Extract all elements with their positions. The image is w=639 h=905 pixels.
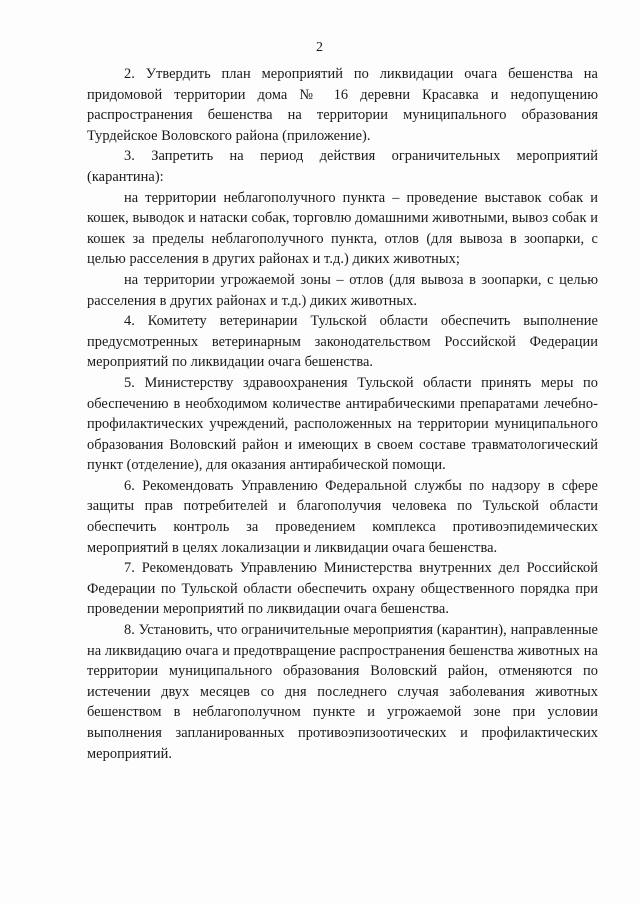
paragraph-2-plan-approval: 2. Утвердить план мероприятий по ликвидации очага бешенства на придомовой территории дома № 16 деревни Красавка и недопущению распространения бешенства на территории муниципального образования Турдейское Воловского района (приложение).	[87, 66, 598, 144]
paragraph-6-consumer-protection: 6. Рекомендовать Управлению Федеральной службы по надзору в сфере защиты прав потребителей и благополучия человека по Тульской области обеспечить контроль за проведением комплекса противоэпидемических мероприятий в целях локализации и ликвидации очага бешенства.	[87, 477, 598, 556]
paragraph-3-threatened-zone: на территории угрожаемой зоны – отлов (для вывоза в зоопарки, с целью расселения в других районах и т.д.) диких животных.	[87, 271, 598, 309]
document-body	[87, 64, 598, 764]
page-number: 2	[316, 40, 323, 55]
paragraph-3-unfavorable-point: на территории неблагополучного пункта – проведение выставок собак и кошек, выводок и натаски собак, торговлю домашними животными, вывоз собак и кошек за пределы неблагополучного пункта, отлов (для вывоза в зоопарки, с целью расселения в других районах и т.д.) диких животных;	[87, 189, 598, 268]
paragraph-3-quarantine-ban: 3. Запретить на период действия ограничительных мероприятий (карантина):	[87, 148, 598, 185]
paragraph-5-health-ministry: 5. Министерству здравоохранения Тульской области принять меры по обеспечению в необходимом количестве антирабическими препаратами лечебно-профилактических учреждений, расположенных на территории муниципального образования Воловский район и имеющих в своем составе травматологический пункт (отделение), для оказания антирабической помощи.	[87, 374, 598, 474]
paragraph-8-quarantine-cancellation: 8. Установить, что ограничительные мероприятия (карантин), направленные на ликвидацию очага и предотвращение распространения бешенства животных на территории муниципального образования Воловский район, отменяются по истечении двух месяцев со дня последнего случая заболевания животных бешенством в неблагополучном пункте и угрожаемой зоне при условии выполнения запланированных противоэпизоотических и профилактических мероприятий.	[87, 622, 598, 762]
paragraph-4-veterinary-committee: 4. Комитету ветеринарии Тульской области обеспечить выполнение предусмотренных ветеринарным законодательством Российской Федерации мероприятий по ликвидации очага бешенства.	[87, 313, 598, 371]
paragraph-7-internal-affairs: 7. Рекомендовать Управлению Министерства внутренних дел Российской Федерации по Тульской области обеспечить охрану общественного порядка при проведении мероприятий по ликвидации очага бешенства.	[87, 560, 598, 618]
